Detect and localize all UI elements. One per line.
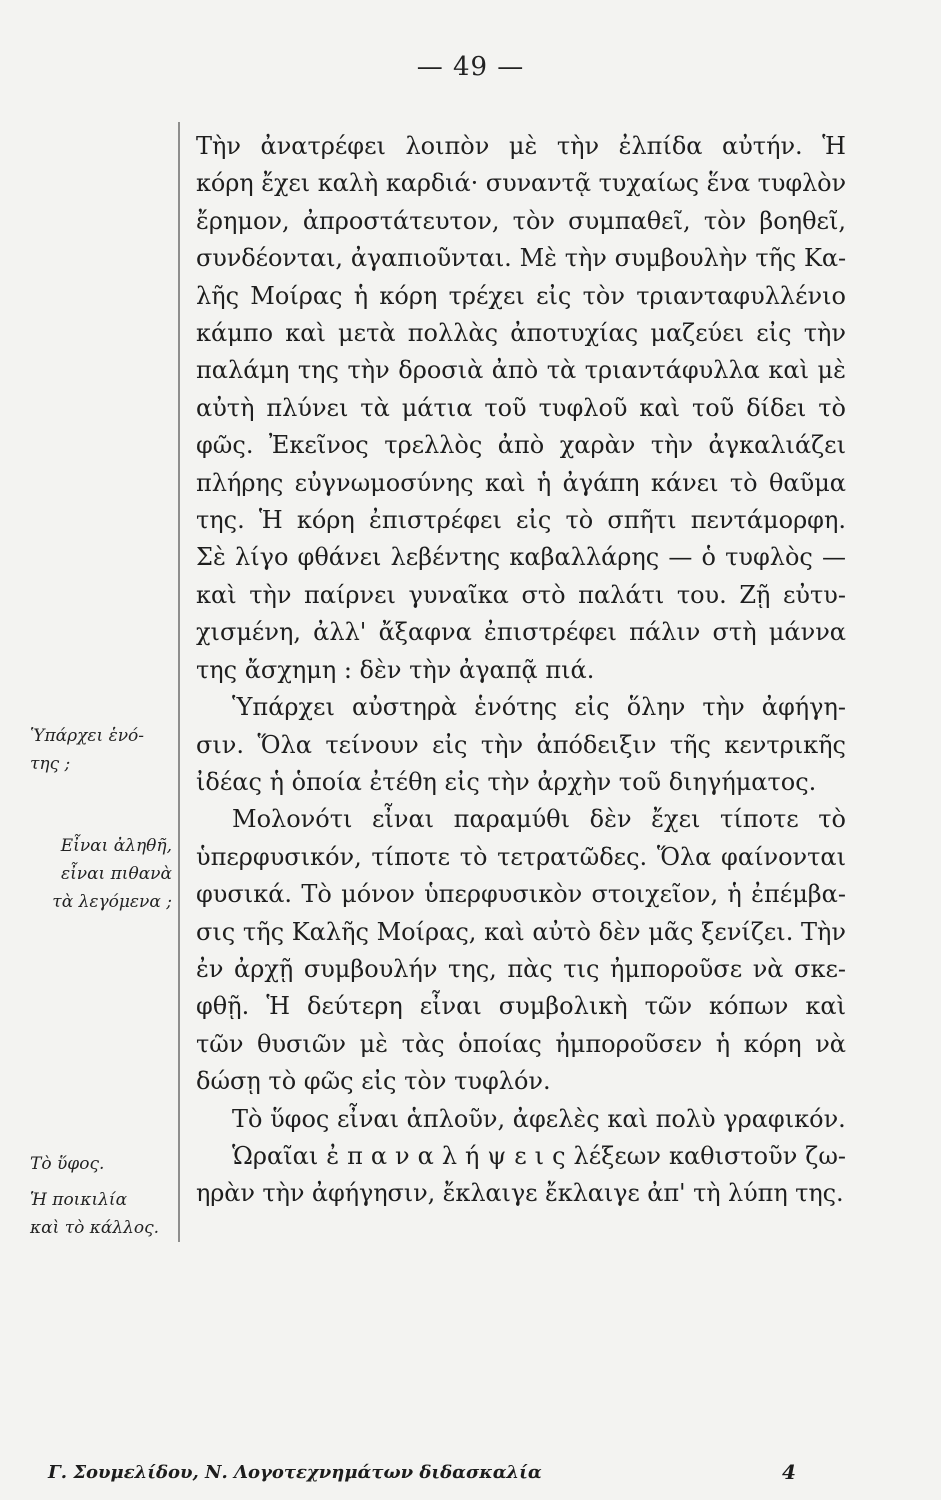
text-line: συνδέονται, ἀγαπιοῦνται. Μὲ τὴν συμβουλὴν τῆς Κα- [196, 244, 846, 273]
text-line: φθῇ. Ἡ δεύτερη εἶναι συμβολικὴ τῶν κόπων καὶ [196, 992, 846, 1021]
margin-note-variety [30, 1186, 172, 1242]
text-line: χισμένη, ἀλλ' ἄξαφνα ἐπιστρέφει πάλιν στὴ μάννα [196, 618, 846, 647]
text-line: σις τῆς Καλῆς Μοίρας, καὶ αὐτὸ δὲν μᾶς ξενίζει. Τὴν [196, 917, 846, 946]
text-line: Μολονότι εἶναι παραμύθι δὲν ἔχει τίποτε τὸ [232, 805, 846, 834]
margin-rule [178, 122, 180, 1242]
margin-notes [0, 0, 178, 1300]
text-line: λῆς Μοίρας ἡ κόρη τρέχει εἰς τὸν τριανταφυλλένιο [196, 281, 846, 310]
text-line: κόρη ἔχει καλὴ καρδιά· συναντᾷ τυχαίως ἕνα τυφλὸν [196, 169, 846, 198]
text-line: σιν. Ὅλα τείνουν εἰς τὴν ἀπόδειξιν τῆς κεντρικῆς [196, 730, 846, 759]
text-line: δώσῃ τὸ φῶς εἰς τὸν τυφλόν. [196, 1067, 551, 1096]
text-line: φῶς. Ἐκεῖνος τρελλὸς ἀπὸ χαρὰν τὴν ἀγκαλιάζει [196, 431, 846, 460]
margin-note-line: τὰ λεγόμενα ; [52, 892, 172, 912]
text-line: καὶ τὴν παίρνει γυναῖκα στὸ παλάτι του. Ζῇ εὐτυ- [196, 580, 846, 609]
page-number: — 49 — [416, 52, 525, 82]
margin-note-unity [30, 722, 172, 778]
text-line: Τὸ ὕφος εἶναι ἁπλοῦν, ἀφελὲς καὶ πολὺ γραφικόν. [232, 1104, 846, 1133]
signature-mark: 4 [782, 1460, 796, 1484]
text-line: Ὑπάρχει αὐστηρὰ ἑνότης εἰς ὅλην τὴν ἀφήγη- [232, 693, 846, 722]
margin-note-line: εἶναι πιθανὰ [60, 864, 172, 884]
text-line: Σὲ λίγο φθάνει λεβέντης καβαλλάρης — ὁ τυφλὸς — [196, 543, 846, 572]
margin-note-line: Τὸ ὕφος. [30, 1154, 105, 1174]
text-line: τῶν θυσιῶν μὲ τὰς ὁποίας ἠμποροῦσεν ἡ κόρη νὰ [196, 1029, 846, 1058]
text-line: αὐτὴ πλύνει τὰ μάτια τοῦ τυφλοῦ καὶ τοῦ δίδει τὸ [196, 393, 846, 422]
footer-citation: Γ. Σουμελίδου, Ν. Λογοτεχνημάτων διδασκαλία [48, 1462, 542, 1483]
text-line: Τὴν ἀνατρέφει λοιπὸν μὲ τὴν ἐλπίδα αὐτήν. Ἡ [196, 132, 846, 160]
margin-note-line: Ὑπάρχει ἑνό- [30, 726, 145, 746]
margin-note-line: Εἶναι ἀληθῆ, [60, 836, 172, 856]
text-line: παλάμη της τὴν δροσιὰ ἀπὸ τὰ τριαντάφυλλα καὶ μὲ [196, 356, 846, 385]
text-line: κάμπο καὶ μετὰ πολλὰς ἀποτυχίας μαζεύει εἰς τὴν [196, 319, 846, 348]
text-line: ἰδέας ἡ ὁποία ἐτέθη εἰς τὴν ἀρχὴν τοῦ διηγήματος. [196, 767, 817, 796]
text-line: πλήρης εὐγνωμοσύνης καὶ ἡ ἀγάπη κάνει τὸ θαῦμα [196, 468, 846, 497]
body-text [196, 128, 846, 1213]
text-line: ἐν ἀρχῇ συμβουλήν της, πὰς τις ἠμποροῦσε νὰ σκε- [196, 954, 846, 983]
margin-note-line: Ἡ ποικιλία [30, 1190, 128, 1210]
text-line: της. Ἡ κόρη ἐπιστρέφει εἰς τὸ σπῆτι πεντάμορφη. [196, 506, 846, 535]
margin-note-line: της ; [30, 754, 71, 774]
text-line: ὑπερφυσικόν, τίποτε τὸ τετρατῶδες. Ὅλα φαίνονται [196, 842, 846, 871]
margin-note-line: καὶ τὸ κάλλος. [30, 1218, 160, 1238]
text-line: Ὡραῖαι ἐ π α ν α λ ή ψ ε ι ς λέξεων καθιστοῦν ζω- [232, 1141, 846, 1170]
margin-note-truth [30, 832, 172, 916]
text-line: ηρὰν τὴν ἀφήγησιν, ἔκλαιγε ἔκλαιγε ἀπ' τὴ λύπη της. [196, 1179, 844, 1208]
margin-note-style [30, 1150, 172, 1178]
text-line: φυσικά. Τὸ μόνον ὑπερφυσικὸν στοιχεῖον, ἡ ἐπέμβα- [196, 880, 846, 909]
text-line: ἔρημον, ἀπροστάτευτον, τὸν συμπαθεῖ, τὸν βοηθεῖ, [196, 206, 846, 235]
text-line: της ἄσχημη : δὲν τὴν ἀγαπᾷ πιά. [196, 655, 595, 684]
